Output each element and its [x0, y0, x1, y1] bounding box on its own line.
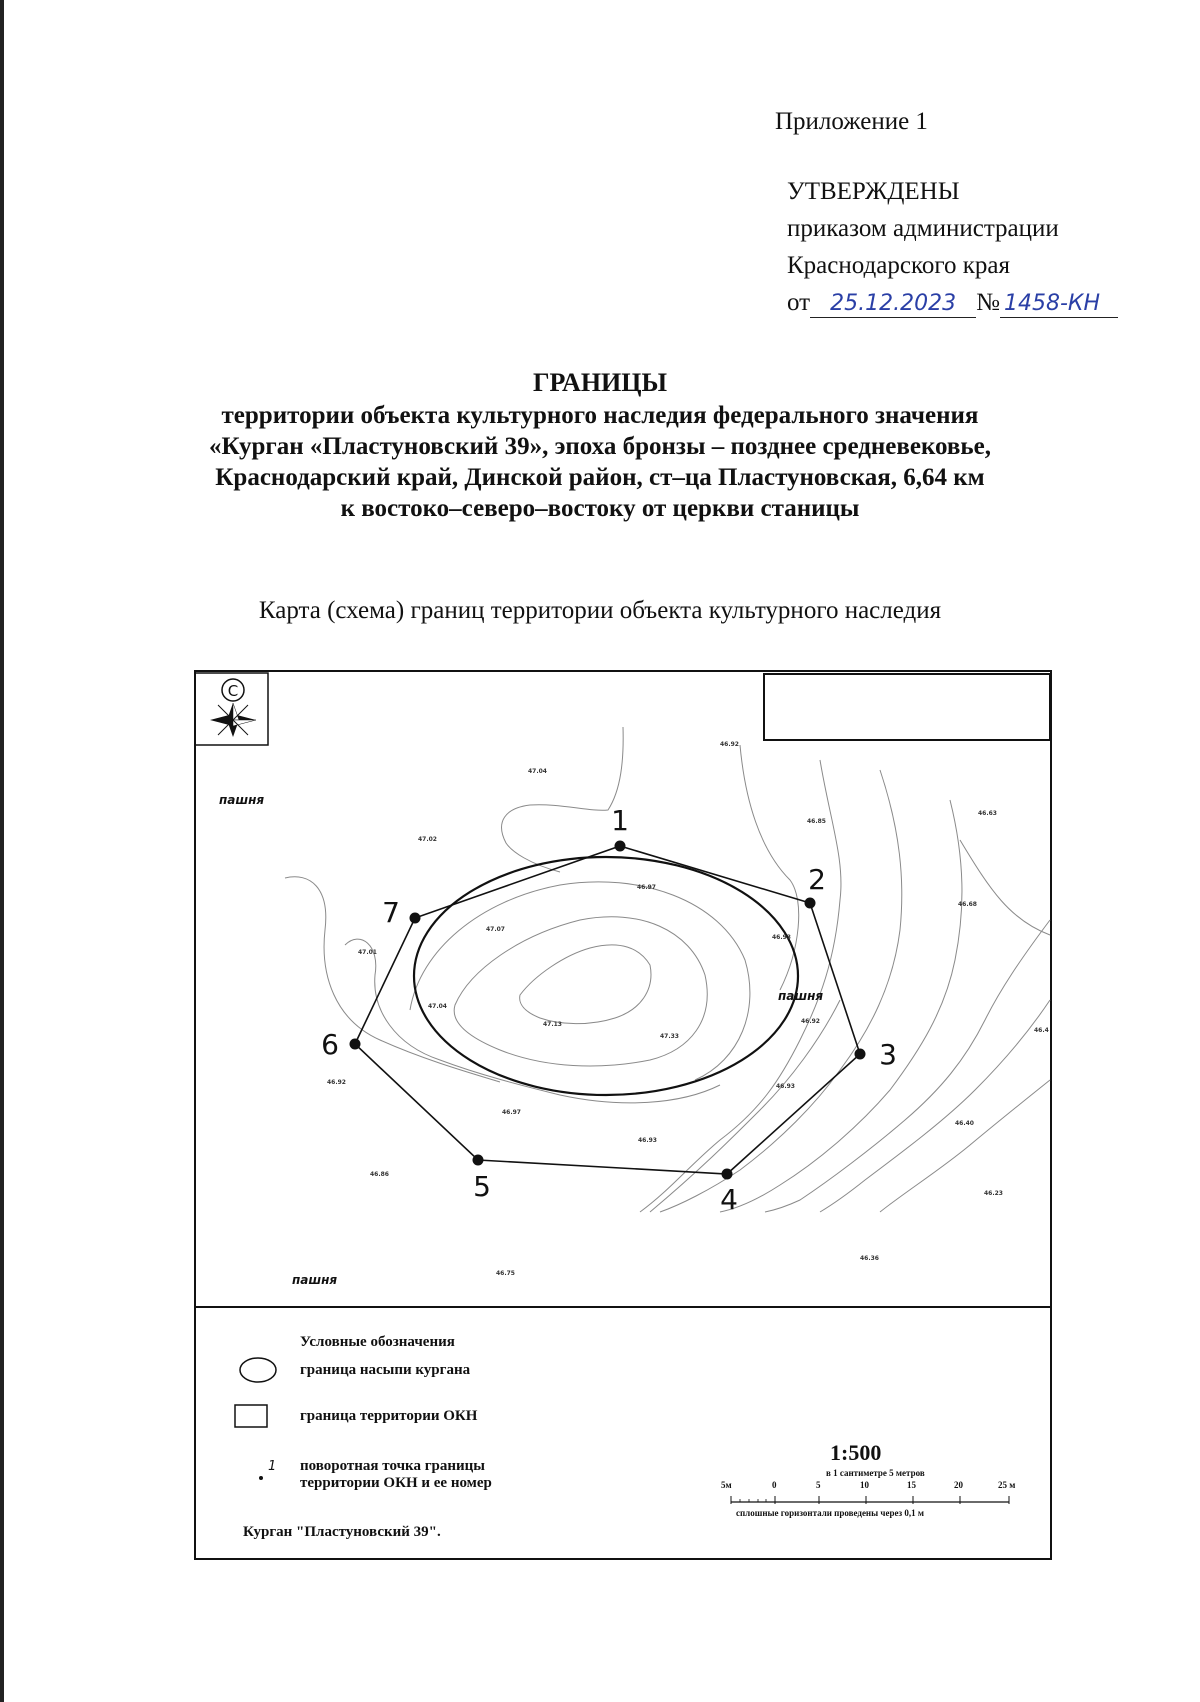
number-prefix: №: [976, 289, 1000, 316]
area-label-plowland-1: пашня: [219, 793, 265, 807]
scale-label: 5м: [721, 1480, 732, 1490]
legend-point-symbol: [259, 1476, 263, 1480]
elevation-mark: 46.85: [807, 818, 826, 825]
contour-interval-note: сплошные горизонтали проведены через 0,1 м: [736, 1508, 924, 1518]
point-label-5: 5: [473, 1170, 491, 1203]
scale-label: 25 м: [998, 1480, 1016, 1490]
turning-point-5: [473, 1155, 484, 1166]
order-line: приказом администрации: [787, 215, 1059, 242]
elevation-mark: 46.92: [327, 1079, 346, 1086]
scale-label: 0: [772, 1480, 777, 1490]
elevation-mark: 46.93: [772, 934, 791, 941]
scale-note: в 1 сантиметре 5 метров: [826, 1468, 925, 1478]
scale-ratio: 1:500: [830, 1440, 882, 1465]
turning-point-3: [855, 1049, 866, 1060]
scale-label: 5: [816, 1480, 821, 1490]
scale-bar: [731, 1496, 1009, 1504]
title-main: ГРАНИЦЫ: [532, 368, 668, 397]
elevation-mark: 46.68: [958, 901, 977, 908]
compass-letter: С: [227, 682, 239, 700]
contour-lines: [285, 727, 1050, 1212]
elevation-mark: 47.04: [528, 768, 547, 775]
title-line-2: «Курган «Пластуновский 39», эпоха бронзы – позднее средневековье,: [209, 433, 991, 460]
legend-point-number: 1: [268, 1459, 277, 1474]
elevation-mark: 46.93: [638, 1137, 657, 1144]
scale-label: 10: [860, 1480, 869, 1490]
elevation-mark: 47.01: [358, 949, 377, 956]
title-line-1: территории объекта культурного наследия федерального значения: [221, 402, 979, 429]
elevation-mark: 47.04: [428, 1003, 447, 1010]
legend-mound-label: граница насыпи кургана: [300, 1362, 471, 1378]
handwritten-date: 25.12.2023: [810, 291, 976, 318]
elevation-mark: 46.97: [637, 884, 656, 891]
turning-point-4: [722, 1169, 733, 1180]
legend-point-label-line-1: поворотная точка границы: [300, 1458, 485, 1474]
elevation-mark: 46.40: [955, 1120, 974, 1127]
point-label-2: 2: [808, 863, 826, 896]
legend-territory-symbol: [235, 1405, 267, 1427]
scale-label: 15: [907, 1480, 916, 1490]
info-box: [764, 674, 1050, 740]
appendix-label: Приложение 1: [775, 108, 928, 135]
compass-rose-icon: [210, 679, 256, 737]
legend-point-label-line-2: территории ОКН и ее номер: [300, 1475, 492, 1491]
elevation-mark: 46.23: [984, 1190, 1003, 1197]
elevation-mark: 47.33: [660, 1033, 679, 1040]
turning-point-6: [350, 1039, 361, 1050]
elevation-mark: 47.13: [543, 1021, 562, 1028]
legend-territory-label: граница территории ОКН: [300, 1408, 478, 1424]
turning-points: [350, 841, 866, 1180]
scale-label: 20: [954, 1480, 963, 1490]
elevation-marks: [327, 741, 1049, 1277]
turning-point-7: [410, 913, 421, 924]
point-label-1: 1: [611, 804, 629, 837]
title-line-4: к востоко–северо–востоку от церкви станицы: [340, 495, 860, 522]
legend-point-label: [300, 1458, 492, 1492]
turning-point-2: [805, 898, 816, 909]
area-label-plowland-3: пашня: [292, 1273, 338, 1287]
elevation-mark: 46.93: [776, 1083, 795, 1090]
area-label-plowland-2: пашня: [778, 989, 824, 1003]
mound-boundary: [414, 857, 798, 1095]
elevation-mark: 46.75: [496, 1270, 515, 1277]
elevation-mark: 46.4: [1034, 1027, 1049, 1034]
elevation-mark: 46.92: [720, 741, 739, 748]
territory-boundary: [355, 846, 860, 1174]
elevation-mark: 46.63: [978, 810, 997, 817]
point-label-7: 7: [382, 896, 400, 929]
date-prefix: от: [787, 289, 811, 316]
point-label-3: 3: [879, 1038, 897, 1071]
elevation-mark: 46.92: [801, 1018, 820, 1025]
turning-point-1: [615, 841, 626, 852]
elevation-mark: 46.36: [860, 1255, 879, 1262]
legend-title: Условные обозначения: [300, 1334, 455, 1350]
point-label-6: 6: [321, 1028, 339, 1061]
elevation-mark: 46.86: [370, 1171, 389, 1178]
map-caption: Курган "Пластуновский 39".: [243, 1524, 441, 1540]
title-line-3: Краснодарский край, Динской район, ст–ца Пластуновская, 6,64 км: [215, 464, 985, 491]
point-label-4: 4: [720, 1183, 738, 1216]
map-subtitle: Карта (схема) границ территории объекта культурного наследия: [258, 597, 942, 624]
elevation-mark: 46.97: [502, 1109, 521, 1116]
legend-mound-symbol: [240, 1358, 276, 1382]
elevation-mark: 47.02: [418, 836, 437, 843]
handwritten-number: 1458-КН: [1000, 291, 1118, 318]
region-line: Краснодарского края: [787, 252, 1010, 279]
elevation-mark: 47.07: [486, 926, 505, 933]
approved-word: УТВЕРЖДЕНЫ: [787, 178, 960, 205]
